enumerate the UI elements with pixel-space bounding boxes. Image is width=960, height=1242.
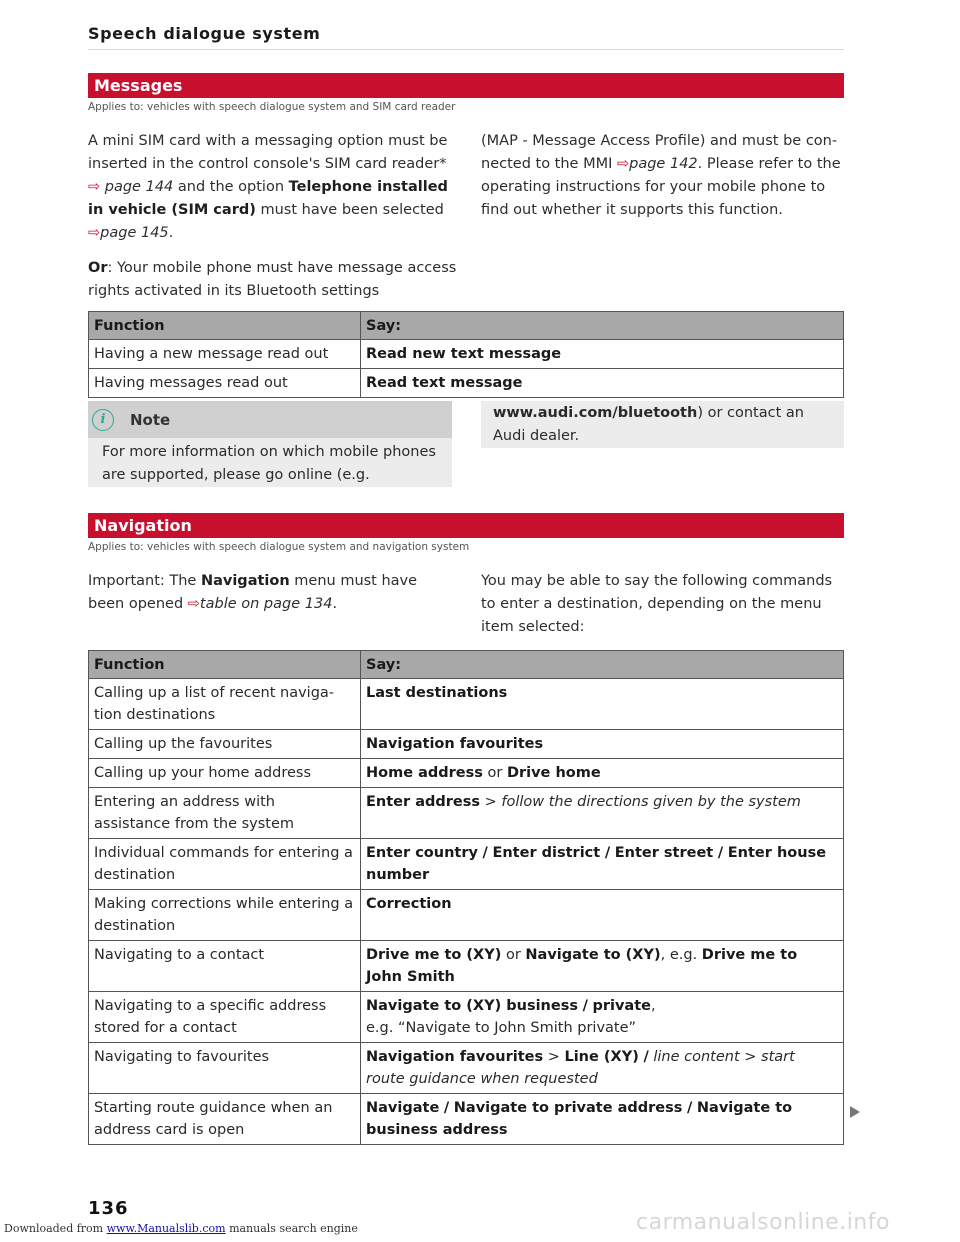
text: , e.g.: [660, 947, 698, 963]
arrow-right-icon: ⇨: [616, 156, 630, 172]
command-text: Drive home: [506, 765, 601, 781]
function-cell: Calling up the favourites: [89, 730, 361, 759]
example-text: e.g. “Navigate to John Smith private”: [366, 1020, 637, 1036]
command-text: Drive me to John Smith: [366, 947, 798, 985]
text: or: [487, 765, 503, 781]
separator: /: [443, 1100, 450, 1116]
command-text: Navigate to private address: [453, 1100, 683, 1116]
table-row: [89, 730, 844, 759]
command-text: Correction: [366, 896, 452, 912]
say-cell: [361, 759, 844, 788]
command-text: Navigate to business address: [366, 1100, 793, 1138]
page-header: [88, 24, 844, 50]
function-cell: Calling up your home address: [89, 759, 361, 788]
table-row: [89, 369, 844, 398]
page-reference-link[interactable]: table on page 134: [199, 596, 333, 612]
continue-arrow-icon: [850, 1106, 860, 1118]
page-reference-link[interactable]: page 142: [629, 156, 698, 172]
say-cell: [361, 340, 844, 369]
function-cell: Navigating to a specific address stored for a contact: [89, 992, 361, 1043]
function-cell: Individual commands for entering a destination: [89, 839, 361, 890]
say-cell: [361, 679, 844, 730]
text: Important: The: [88, 573, 197, 589]
function-cell: Navigating to a contact: [89, 941, 361, 992]
command-text: Navigation favourites: [366, 736, 544, 752]
info-icon: i: [92, 409, 114, 431]
function-cell: Starting route guidance when an address card is open: [89, 1094, 361, 1145]
menu-name: Navigation: [200, 573, 290, 589]
say-cell: [361, 1043, 844, 1094]
messages-command-table: [88, 311, 844, 398]
text: ,: [651, 998, 656, 1014]
text: (MAP - Message Access Profile) and must be connected to the MMI: [481, 133, 838, 172]
text: A mini SIM card with a messaging option must be inserted in the control console's SIM card reader*: [88, 133, 448, 172]
function-cell: Making corrections while entering a destination: [89, 890, 361, 941]
instruction-text: line content: [653, 1049, 740, 1065]
navigation-right-column: [481, 570, 844, 639]
table-row: [89, 1043, 844, 1094]
arrow-right-icon: ⇨: [88, 179, 101, 195]
function-cell: Having a new message read out: [89, 340, 361, 369]
say-cell: [361, 839, 844, 890]
navigation-command-table: [88, 650, 844, 1145]
function-cell: Entering an address with assistance from the system: [89, 788, 361, 839]
table-row: [89, 1094, 844, 1145]
table-row: [89, 788, 844, 839]
text: : Your mobile phone must have message access rights activated in its Bluetooth settings: [88, 260, 457, 299]
table-row: [89, 759, 844, 788]
messages-paragraph-3: [481, 130, 844, 222]
text: >: [484, 794, 497, 810]
text: ) or contact an Audi dealer.: [493, 405, 804, 444]
text: >: [744, 1049, 757, 1065]
note-label: Note: [130, 410, 171, 429]
text: menu must have been opened: [88, 573, 418, 612]
note-header: [88, 401, 452, 438]
command-text: Navigation favourites: [366, 1049, 544, 1065]
table-row: [89, 839, 844, 890]
separator: /: [582, 998, 588, 1014]
navigation-paragraph-2: You may be able to say the following commands to enter a destination, depending on the menu item selected:: [481, 573, 833, 635]
say-cell: [361, 1094, 844, 1145]
footer: [4, 1222, 358, 1235]
separator: /: [643, 1049, 649, 1065]
table-row: [89, 941, 844, 992]
column-header-function: Function: [89, 312, 361, 340]
messages-left-column: [88, 130, 458, 303]
text: . Please refer to the operating instructions for your mobile phone to find out whether it supports this function.: [481, 156, 841, 218]
say-cell: [361, 369, 844, 398]
command-text: Navigate to (XY): [525, 947, 661, 963]
function-cell: Navigating to favourites: [89, 1043, 361, 1094]
navigation-heading: Navigation: [88, 513, 844, 538]
navigation-left-column: [88, 570, 433, 616]
footer-text: manuals search engine: [229, 1222, 358, 1235]
command-text: Enter district: [492, 845, 601, 861]
separator: /: [482, 845, 488, 861]
say-cell: [361, 890, 844, 941]
page-reference-link[interactable]: page 145: [100, 225, 169, 241]
arrow-right-icon: ⇨: [88, 225, 101, 241]
messages-paragraph-2: [88, 257, 458, 303]
separator: /: [717, 845, 724, 861]
option-name: Telephone installed in vehicle (SIM card): [88, 179, 448, 218]
text: .: [332, 596, 338, 612]
table-row: [89, 890, 844, 941]
command-text: Enter address: [366, 794, 480, 810]
command-text: Navigate: [366, 1100, 440, 1116]
command-text: Navigate to (XY) business: [366, 998, 578, 1014]
column-header-say: Say:: [361, 651, 844, 679]
watermark: carmanualsonline.info: [636, 1210, 890, 1235]
function-cell: Having messages read out: [89, 369, 361, 398]
manualslib-link[interactable]: www.Manualslib.com: [106, 1222, 226, 1235]
messages-heading: Messages: [88, 73, 844, 98]
messages-right-column: [481, 130, 844, 222]
table-row: [89, 679, 844, 730]
instruction-text: start route guidance when requested: [366, 1049, 795, 1087]
page-number: 136: [88, 1198, 129, 1219]
instruction-text: follow the directions given by the system: [501, 794, 801, 810]
say-cell: [361, 788, 844, 839]
say-cell: [361, 941, 844, 992]
command-text: Drive me to (XY): [366, 947, 502, 963]
command-text: Home address: [366, 765, 483, 781]
table-header-row: [89, 312, 844, 340]
table-row: [89, 340, 844, 369]
messages-paragraph-1: A mini SIM card with a messaging option must be inserted in the control console's SIM card reader* ⇨ page 144 and the option Telephone installed in vehicle (SIM card) must have been selected ⇨page 145.: [88, 133, 448, 241]
navigation-paragraph-1: [88, 570, 433, 616]
table-row: [89, 992, 844, 1043]
command-text: private: [592, 998, 651, 1014]
separator: /: [687, 1100, 693, 1116]
table-header-row: [89, 651, 844, 679]
column-header-function: Function: [89, 651, 361, 679]
command-text: Enter country: [366, 845, 478, 861]
command-text: Enter street: [614, 845, 714, 861]
text: or: [505, 947, 521, 963]
note-body: For more information on which mobile phones are supported, please go online (e.g.: [88, 438, 452, 487]
text: and the option: [177, 179, 285, 195]
note-continuation: [481, 401, 844, 448]
page-title: Speech dialogue system: [88, 24, 321, 43]
footer-text: Downloaded from: [4, 1222, 104, 1235]
column-header-say: Say:: [361, 312, 844, 340]
page-reference-link[interactable]: page 144: [104, 179, 174, 195]
command-text: Last destinations: [366, 685, 508, 701]
text: >: [547, 1049, 560, 1065]
note-box: [88, 401, 452, 487]
messages-applies: Applies to: vehicles with speech dialogue system and SIM card reader: [88, 101, 456, 113]
arrow-right-icon: ⇨: [187, 596, 200, 612]
say-cell: [361, 730, 844, 759]
command-text: Read new text message: [366, 346, 562, 362]
note-url[interactable]: www.audi.com/bluetooth: [493, 405, 698, 421]
command-text: Enter house number: [366, 845, 827, 883]
command-text: Line (XY): [564, 1049, 639, 1065]
navigation-applies: Applies to: vehicles with speech dialogue system and navigation system: [88, 541, 470, 553]
text: must have been selected: [260, 202, 444, 218]
function-cell: Calling up a list of recent navigation destinations: [89, 679, 361, 730]
say-cell: [361, 992, 844, 1043]
separator: /: [604, 845, 611, 861]
or-label: Or: [88, 260, 108, 276]
command-text: Read text message: [366, 375, 523, 391]
